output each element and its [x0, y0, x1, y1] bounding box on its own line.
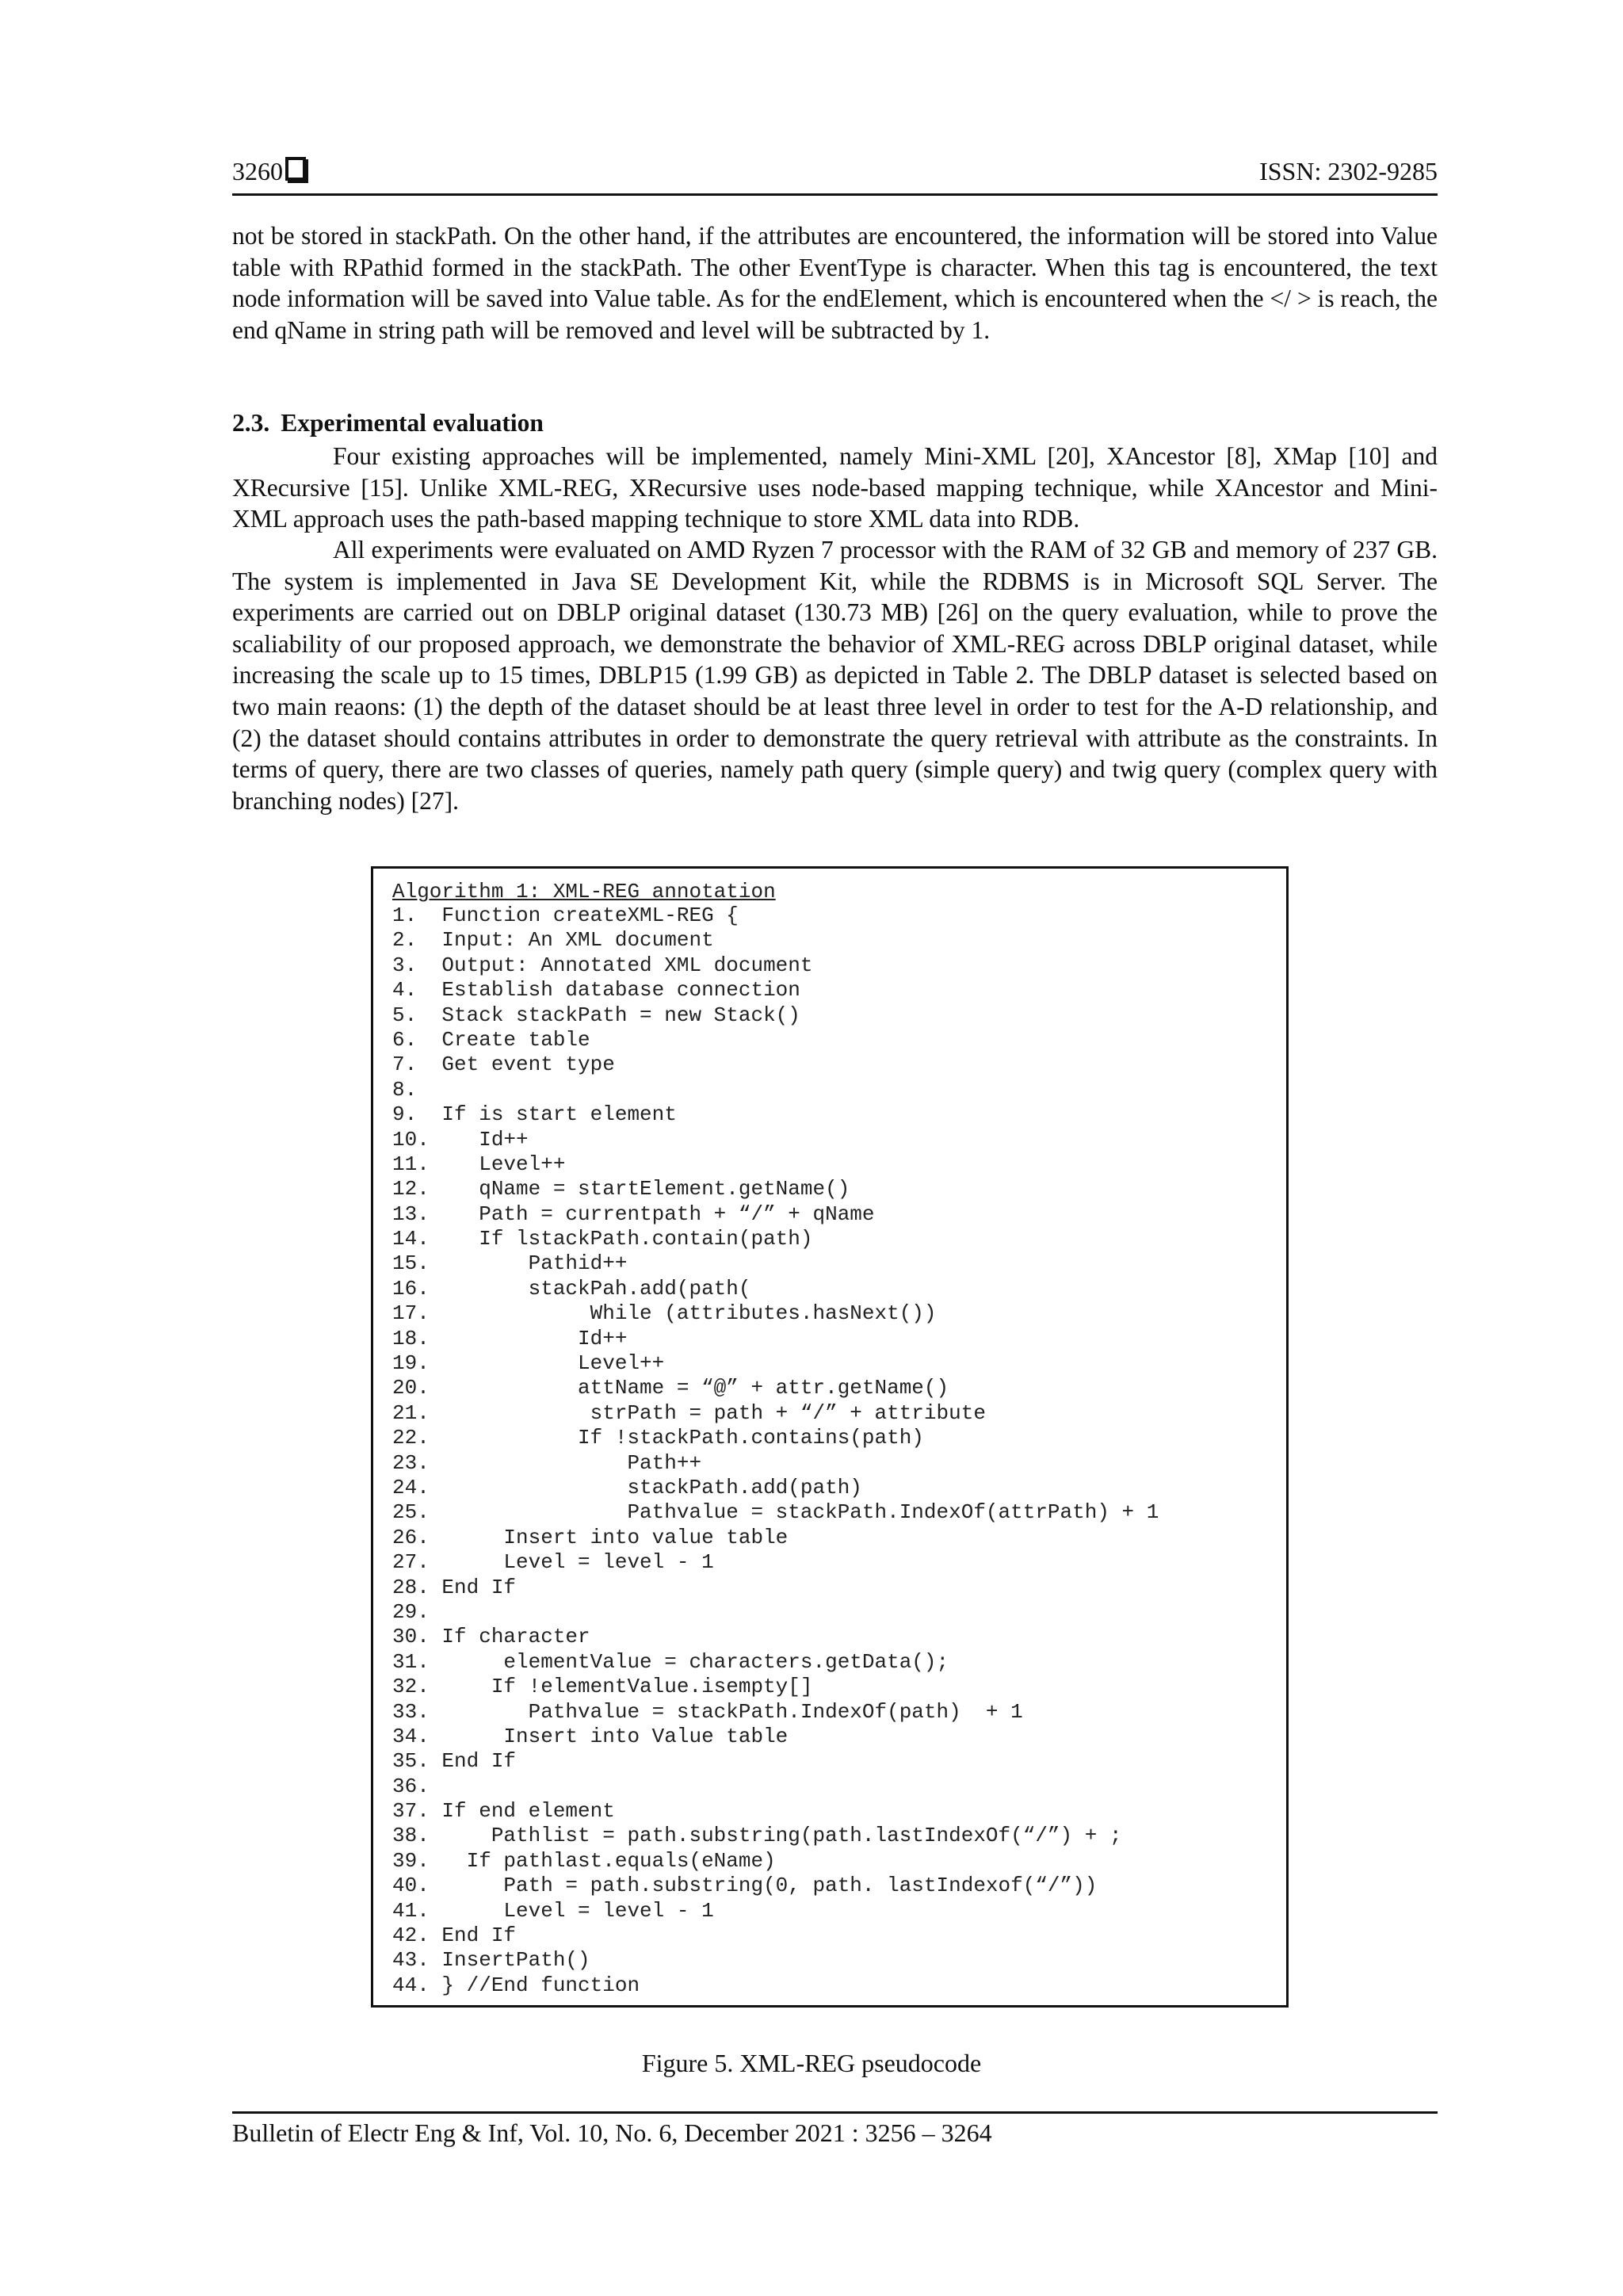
- algorithm-line: 36.: [392, 1774, 430, 1798]
- algorithm-line: 32. If !elementValue.isempty[]: [392, 1675, 813, 1699]
- algorithm-line: 22. If !stackPath.contains(path): [392, 1426, 924, 1450]
- algorithm-line: 11. Level++: [392, 1152, 566, 1176]
- algorithm-line: 30. If character: [392, 1625, 590, 1649]
- algorithm-box: [371, 866, 1289, 2008]
- algorithm-line: 2. Input: An XML document: [392, 928, 714, 953]
- algorithm-line: 9. If is start element: [392, 1102, 677, 1127]
- algorithm-line: 21. strPath = path + “/” + attribute: [392, 1400, 986, 1425]
- algorithm-line: 14. If lstackPath.contain(path): [392, 1227, 813, 1251]
- paragraph-3: All experiments were evaluated on AMD Ryzen 7 processor with the RAM of 32 GB and memory of 237 GB. The system is implemented in Java SE Development Kit, while the RDBMS is in Microsoft SQL Server. The experiments are carried out on DBLP original dataset (130.73 MB) [26] on the query evaluation, while to prove the scaliability of our proposed approach, we demonstrate the behavior of XML-REG across DBLP original dataset, while increasing the scale up to 15 times, DBLP15 (1.99 GB) as depicted in Table 2. The DBLP dataset is selected based on two main reaons: (1) the depth of the dataset should be at least three level in order to test for the A-D relationship, and (2) the dataset should contains attributes in order to demonstrate the query retrieval with attribute as the constraints. In terms of query, there are two classes of queries, namely path query (simple query) and twig query (complex query with branching nodes) [27].: [232, 536, 1438, 815]
- algorithm-line: 6. Create table: [392, 1027, 590, 1052]
- page-number: 3260: [232, 157, 306, 186]
- section-number: 2.3.: [232, 409, 270, 437]
- algorithm-line: 26. Insert into value table: [392, 1525, 789, 1549]
- section-title: Experimental evaluation: [281, 409, 544, 437]
- algorithm-line: 44. } //End function: [392, 1973, 640, 1997]
- algorithm-line: 19. Level++: [392, 1351, 665, 1376]
- algorithm-line: 39. If pathlast.equals(eName): [392, 1848, 776, 1873]
- figure-caption: Figure 5. XML-REG pseudocode: [641, 2049, 982, 2077]
- algorithm-line: 8.: [392, 1077, 418, 1102]
- algorithm-lines: [392, 904, 1159, 1998]
- algorithm-line: 25. Pathvalue = stackPath.IndexOf(attrPath) + 1: [392, 1500, 1159, 1525]
- algorithm-line: 13. Path = currentpath + “/” + qName: [392, 1201, 875, 1226]
- algorithm-line: 43. InsertPath(): [392, 1948, 590, 1973]
- algorithm-line: 15. Pathid++: [392, 1251, 628, 1276]
- algorithm-line: 40. Path = path.substring(0, path. lastIndexof(“/”)): [392, 1874, 1098, 1898]
- algorithm-line: 10. Id++: [392, 1127, 529, 1152]
- algorithm-line: 28. End If: [392, 1575, 517, 1599]
- page-footer: Bulletin of Electr Eng & Inf, Vol. 10, No. 6, December 2021 : 3256 – 3264: [232, 2118, 992, 2147]
- algorithm-line: 27. Level = level - 1: [392, 1550, 714, 1575]
- algorithm-line: 29.: [392, 1599, 430, 1624]
- algorithm-line: 41. Level = level - 1: [392, 1898, 714, 1923]
- algorithm-line: 35. End If: [392, 1749, 517, 1774]
- algorithm-line: 16. stackPah.add(path(: [392, 1276, 751, 1301]
- algorithm-line: 33. Pathvalue = stackPath.IndexOf(path) + 1: [392, 1699, 1023, 1724]
- algorithm-line: 23. Path++: [392, 1450, 702, 1475]
- algorithm-title: Algorithm 1: XML-REG annotation: [392, 880, 776, 904]
- algorithm-line: 17. While (attributes.hasNext()): [392, 1301, 937, 1326]
- algorithm-line: 34. Insert into Value table: [392, 1724, 789, 1748]
- section-heading: [232, 409, 544, 437]
- algorithm-line: 31. elementValue = characters.getData();: [392, 1649, 949, 1674]
- paragraph-1: not be stored in stackPath. On the other hand, if the attributes are encountered, the information will be stored into Value table with RPathid formed in the stackPath. The other EventType is character. When this tag is encountered, the text node information will be saved into Value table. As for the endElement, which is encountered when the </ > is reach, the end qName in string path will be removed and level will be subtracted by 1.: [232, 222, 1438, 344]
- algorithm-line: 7. Get event type: [392, 1052, 615, 1077]
- footer-rule: [232, 2111, 1438, 2114]
- algorithm-line: 4. Establish database connection: [392, 978, 800, 1003]
- algorithm-line: 3. Output: Annotated XML document: [392, 953, 813, 977]
- algorithm-line: 20. attName = “@” + attr.getName(): [392, 1376, 949, 1400]
- algorithm-line: 38. Pathlist = path.substring(path.lastIndexOf(“/”) + ;: [392, 1824, 1122, 1848]
- paragraph-2: Four existing approaches will be implemented, namely Mini-XML [20], XAncestor [8], XMap [10] and XRecursive [15]. Unlike XML-REG, XRecursive uses node-based mapping technique, while XAncestor and Mini-XML approach uses the path-based mapping technique to store XML data into RDB.: [232, 442, 1438, 533]
- algorithm-line: 42. End If: [392, 1924, 517, 1948]
- algorithm-line: 24. stackPath.add(path): [392, 1475, 862, 1499]
- checkbox-icon: [285, 157, 306, 181]
- algorithm-line: 1. Function createXML-REG {: [392, 904, 739, 927]
- algorithm-line: 12. qName = startElement.getName(): [392, 1177, 850, 1201]
- algorithm-line: 5. Stack stackPath = new Stack(): [392, 1003, 800, 1027]
- algorithm-line: 37. If end element: [392, 1799, 615, 1824]
- header-rule: [232, 193, 1438, 196]
- page-header: [232, 154, 1438, 193]
- algorithm-line: 18. Id++: [392, 1326, 628, 1350]
- issn: ISSN: 2302-9285: [1259, 157, 1438, 185]
